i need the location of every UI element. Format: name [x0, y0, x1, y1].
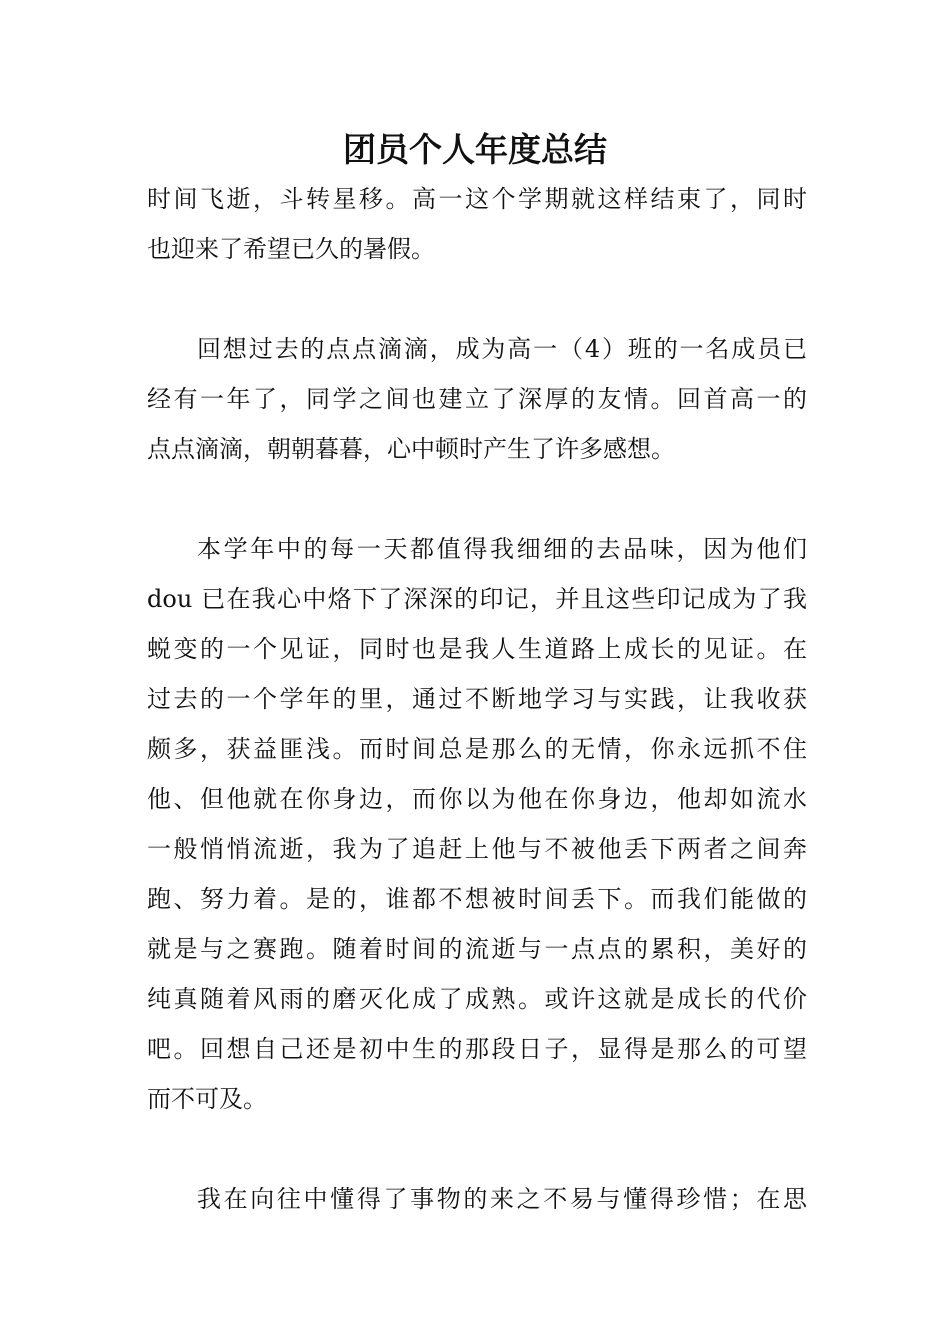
paragraph-4-line-1: 我在向往中懂得了事物的来之不易与懂得珍惜；在思 — [197, 1185, 807, 1213]
paragraph-3-line-10: 纯真随着风雨的磨灭化成了成熟。或许这就是成长的代价 — [147, 985, 807, 1013]
document-title: 团员个人年度总结 — [343, 130, 607, 169]
paragraph-1-line-1: 时间飞逝，斗转星移。高一这个学期就这样结束了，同时 — [147, 185, 807, 213]
paragraph-3-line-4: 过去的一个学年的里，通过不断地学习与实践，让我收获 — [147, 685, 807, 713]
paragraph-2-line-2: 经有一年了，同学之间也建立了深厚的友情。回首高一的 — [147, 385, 807, 413]
paragraph-3-line-5: 颇多，获益匪浅。而时间总是那么的无情，你永远抓不住 — [147, 735, 807, 763]
paragraph-3-line-8: 跑、努力着。是的，谁都不想被时间丢下。而我们能做的 — [147, 885, 807, 913]
paragraph-3-line-3: 蜕变的一个见证，同时也是我人生道路上成长的见证。在 — [147, 635, 807, 663]
paragraph-3-line-2: dou 已在我心中烙下了深深的印记，并且这些印记成为了我 — [147, 585, 807, 613]
paragraph-3-line-7: 一般悄悄流逝，我为了追赶上他与不被他丢下两者之间奔 — [147, 835, 807, 863]
paragraph-3-line-9: 就是与之赛跑。随着时间的流逝与一点点的累积，美好的 — [147, 935, 807, 963]
paragraph-2-line-1: 回想过去的点点滴滴，成为高一（4）班的一名成员已 — [197, 335, 807, 363]
paragraph-3-line-12: 而不可及。 — [147, 1085, 267, 1113]
paragraph-1-line-2: 也迎来了希望已久的暑假。 — [147, 235, 435, 263]
paragraph-3-line-1: 本学年中的每一天都值得我细细的去品味，因为他们 — [197, 535, 807, 563]
paragraph-3-line-6: 他、但他就在你身边，而你以为他在你身边，他却如流水 — [147, 785, 807, 813]
paragraph-3-line-11: 吧。回想自己还是初中生的那段日子，显得是那么的可望 — [147, 1035, 807, 1063]
paragraph-2-line-3: 点点滴滴，朝朝暮暮，心中顿时产生了许多感想。 — [147, 435, 675, 463]
